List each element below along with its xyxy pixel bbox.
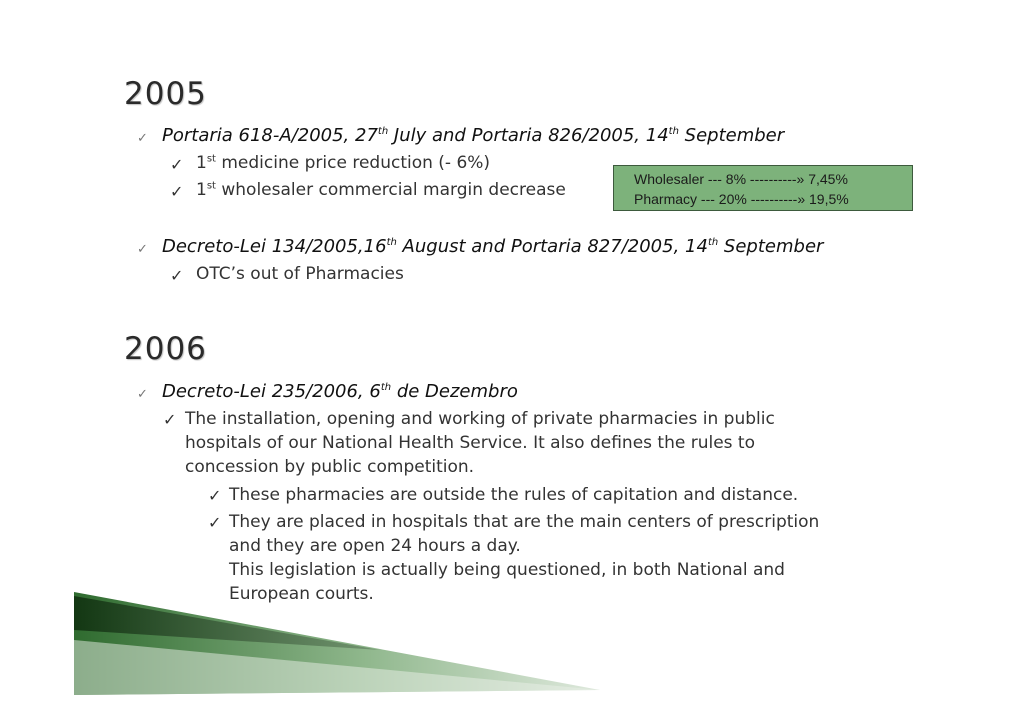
subitem-hospitals-line: European courts. xyxy=(229,584,374,604)
checkmark-icon: ✓ xyxy=(137,387,148,402)
checkmark-icon: ✓ xyxy=(208,486,222,505)
checkmark-icon: ✓ xyxy=(137,131,148,146)
legislation-item-decreto-134: Decreto-Lei 134/2005,16th August and Portaria 827/2005, 14th September xyxy=(162,236,824,257)
subitem-otc: OTC’s out of Pharmacies xyxy=(196,264,404,284)
subitem-capitation: These pharmacies are outside the rules of capitation and distance. xyxy=(229,485,799,505)
callout-pharmacy: Pharmacy --- 20% ----------» 19,5% xyxy=(634,191,849,207)
margin-callout-box xyxy=(613,165,913,211)
callout-wholesaler: Wholesaler --- 8% ----------» 7,45% xyxy=(634,171,848,187)
paragraph-line: concession by public competition. xyxy=(185,457,475,477)
subitem-price-reduction: 1st medicine price reduction (- 6%) xyxy=(196,153,491,173)
subitem-hospitals-line: This legislation is actually being questioned, in both National and xyxy=(229,560,785,580)
checkmark-icon: ✓ xyxy=(170,182,184,201)
paragraph-line: The installation, opening and working of private pharmacies in public xyxy=(185,409,775,429)
legislation-item-portaria-618: Portaria 618-A/2005, 27th July and Portaria 826/2005, 14th September xyxy=(162,125,785,146)
subitem-hospitals-line: and they are open 24 hours a day. xyxy=(229,536,521,556)
checkmark-icon: ✓ xyxy=(137,242,148,257)
subitem-hospitals-line: They are placed in hospitals that are the main centers of prescription xyxy=(229,512,820,532)
checkmark-icon: ✓ xyxy=(170,266,184,285)
checkmark-icon: ✓ xyxy=(170,155,184,174)
checkmark-icon: ✓ xyxy=(163,410,177,429)
checkmark-icon: ✓ xyxy=(208,513,222,532)
subitem-margin-decrease: 1st wholesaler commercial margin decrease xyxy=(196,180,566,200)
legislation-item-decreto-235: Decreto-Lei 235/2006, 6th de Dezembro xyxy=(162,381,518,402)
section-heading-2006: 2006 xyxy=(124,331,207,367)
paragraph-line: hospitals of our National Health Service. It also defines the rules to xyxy=(185,433,755,453)
section-heading-2005: 2005 xyxy=(124,76,207,112)
